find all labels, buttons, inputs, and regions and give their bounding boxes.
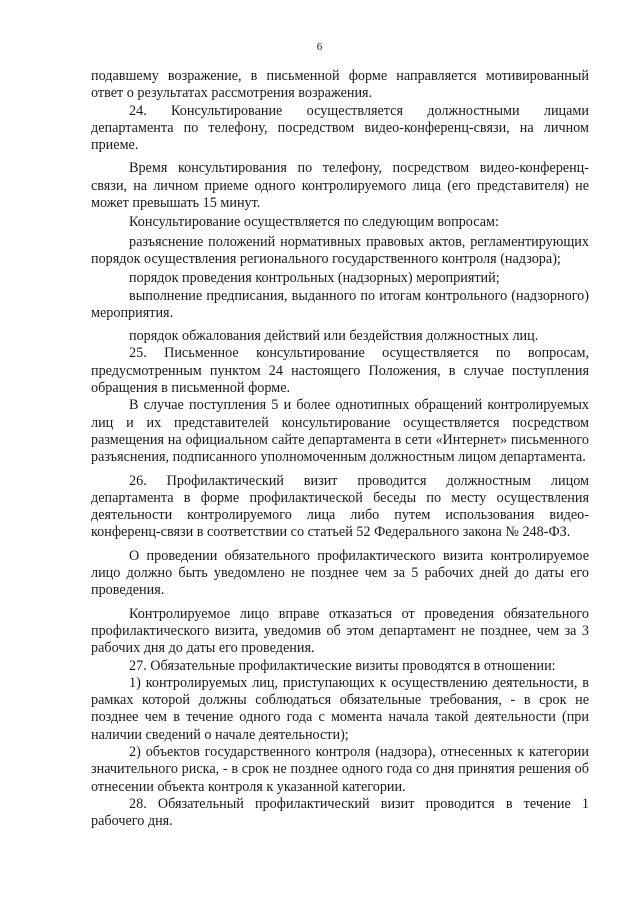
page-number: 6	[316, 41, 323, 53]
paragraph-26-preventive-visit: 26. Профилактический визит проводится должностным лицом департамента в форме профилактической беседы по месту осуществления деятельности контролируемого лица либо путем использования видео-конференц-связи в соответствии со статьей 52 Федерального закона № 248-ФЗ.	[91, 472, 589, 541]
paragraph-consulting-time: Время консультирования по телефону, посредством видео-конференц-связи, на личном приеме одного контролируемого лица (его представителя) не может превышать 15 минут.	[91, 160, 589, 212]
paragraph-objection-response: подавшему возражение, в письменной форме направляется мотивированный ответ о результатах рассмотрения возражения.	[91, 68, 589, 102]
paragraph-visit-notification: О проведении обязательного профилактического визита контролируемое лицо должно быть уведомлено не позднее чем за 5 рабочих дней до даты его проведения.	[91, 547, 589, 599]
list-item-appeal: порядок обжалования действий или бездействия должностных лиц.	[129, 328, 539, 345]
paragraph-similar-requests: В случае поступления 5 и более однотипных обращений контролируемых лиц и их представителей консультирование осуществляется посредством размещения на официальном сайте департамента в сети «Интернет» письменного разъяснения, подписанного уполномоченным должностным лицом департамента.	[91, 397, 589, 466]
paragraph-consulting-topics: Консультирование осуществляется по следующим вопросам:	[129, 214, 499, 231]
paragraph-28-visit-duration: 28. Обязательный профилактический визит проводится в течение 1 рабочего дня.	[91, 795, 589, 830]
list-item-clarification: разъяснение положений нормативных правовых актов, регламентирующих порядок осуществления регионального государственного контроля (надзора);	[91, 233, 589, 267]
paragraph-25-written-consulting: 25. Письменное консультирование осуществляется по вопросам, предусмотренным пунктом 24 настоящего Положения, в случае поступления обращения в письменной форме.	[91, 345, 589, 397]
list-item-procedure: порядок проведения контрольных (надзорных) мероприятий;	[129, 270, 500, 287]
list-item-new-activity: 1) контролируемых лиц, приступающих к осуществлению деятельности, в рамках которой должны соблюдаться обязательные требования, - в срок не позднее чем в течение одного года с момента начала такой деятельности (при наличии сведений о начале деятельности);	[91, 674, 589, 743]
paragraph-visit-refusal: Контролируемое лицо вправе отказаться от проведения обязательного профилактического визита, уведомив об этом департамент не позднее, чем за 3 рабочих дня до даты его проведения.	[91, 605, 589, 657]
list-item-significant-risk: 2) объектов государственного контроля (надзора), отнесенных к категории значительного риска, - в срок не позднее одного года со дня принятия решения об отнесении объекта контроля к указанной категории.	[91, 743, 589, 795]
paragraph-27-mandatory-visits: 27. Обязательные профилактические визиты проводятся в отношении:	[129, 657, 556, 674]
document-body	[91, 68, 589, 830]
list-item-prescription: выполнение предписания, выданного по итогам контрольного (надзорного) мероприятия.	[91, 287, 589, 321]
paragraph-24-consulting: 24. Консультирование осуществляется должностными лицами департамента по телефону, посредством видео-конференц-связи, на личном приеме.	[91, 102, 589, 154]
